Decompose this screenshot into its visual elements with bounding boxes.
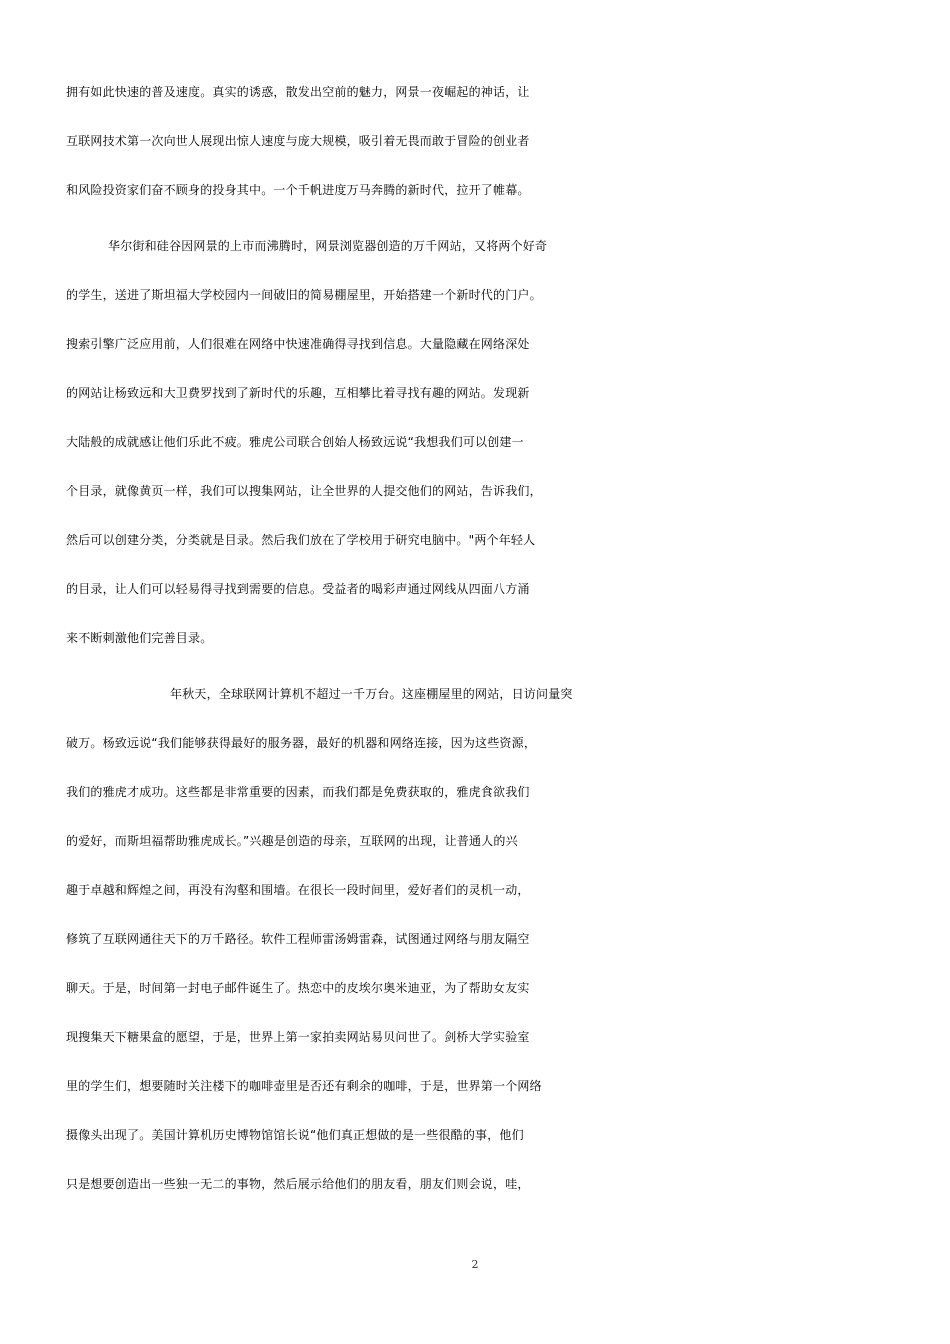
text-line: 搜索引擎广泛应用前，人们很难在网络中快速准确得寻找到信息。大量隐藏在网络深处 — [66, 337, 530, 351]
text-line: 和风险投资家们奋不顾身的投身其中。一个千帆进度万马奔腾的新时代，拉开了帷幕。 — [66, 183, 530, 197]
text-line: 里的学生们，想要随时关注楼下的咖啡壶里是否还有剩余的咖啡，于是，世界第一个网络 — [66, 1079, 542, 1093]
text-line: 的目录，让人们可以轻易得寻找到需要的信息。受益者的喝彩声通过网线从四面八方涌 — [66, 582, 530, 596]
text-line: 拥有如此快速的普及速度。真实的诱惑，散发出空前的魅力，网景一夜崛起的神话，让 — [66, 85, 530, 99]
text-line: 然后可以创建分类，分类就是目录。然后我们放在了学校用于研究电脑中。"两个年轻人 — [66, 533, 536, 547]
text-line: 互联网技术第一次向世人展现出惊人速度与庞大规模，吸引着无畏而敢于冒险的创业者 — [66, 134, 530, 148]
text-line: 趣于卓越和辉煌之间，再没有沟壑和围墙。在很长一段时间里，爱好者们的灵机一动， — [66, 883, 530, 897]
text-line: 的网站让杨致远和大卫费罗找到了新时代的乐趣，互相攀比着寻找有趣的网站。发现新 — [66, 386, 530, 400]
page-number: 2 — [471, 1258, 479, 1271]
text-line: 修筑了互联网通往天下的万千路径。软件工程师雷汤姆雷森，试图通过网络与朋友隔空 — [66, 932, 530, 946]
text-line: 的爱好，而斯坦福帮助雅虎成长。”兴趣是创造的母亲，互联网的出现，让普通人的兴 — [66, 834, 518, 848]
text-line: 来不断刺激他们完善目录。 — [66, 631, 213, 645]
paragraph-first-line: 华尔街和硅谷因网景的上市而沸腾时，网景浏览器创造的万千网站，又将两个好奇 — [108, 239, 548, 253]
text-line: 破万。杨致远说“我们能够获得最好的服务器，最好的机器和网络连接，因为这些资源， — [66, 736, 537, 750]
text-line: 的学生，送进了斯坦福大学校园内一间破旧的简易棚屋里，开始搭建一个新时代的门户。 — [66, 288, 542, 302]
text-line: 大陆般的成就感让他们乐此不疲。雅虎公司联合创始人杨致远说“我想我们可以创建一 — [66, 435, 524, 449]
text-line: 聊天。于是，时间第一封电子邮件诞生了。热恋中的皮埃尔奥米迪亚，为了帮助女友实 — [66, 981, 530, 995]
text-line: 现搜集天下糖果盒的愿望，于是，世界上第一家拍卖网站易贝问世了。剑桥大学实验室 — [66, 1030, 530, 1044]
text-line: 摄像头出现了。美国计算机历史博物馆馆长说“他们真正想做的是一些很酷的事，他们 — [66, 1128, 524, 1142]
paragraph-first-line: 年秋天，全球联网计算机不超过一千万台。这座棚屋里的网站，日访问量突 — [170, 687, 573, 701]
text-line: 只是想要创造出一些独一无二的事物，然后展示给他们的朋友看，朋友们则会说，哇， — [66, 1177, 530, 1191]
text-line: 我们的雅虎才成功。这些都是非常重要的因素，而我们都是免费获取的，雅虎食欲我们 — [66, 785, 530, 799]
text-line: 个目录，就像黄页一样，我们可以搜集网站，让全世界的人提交他们的网站，告诉我们， — [66, 484, 542, 498]
